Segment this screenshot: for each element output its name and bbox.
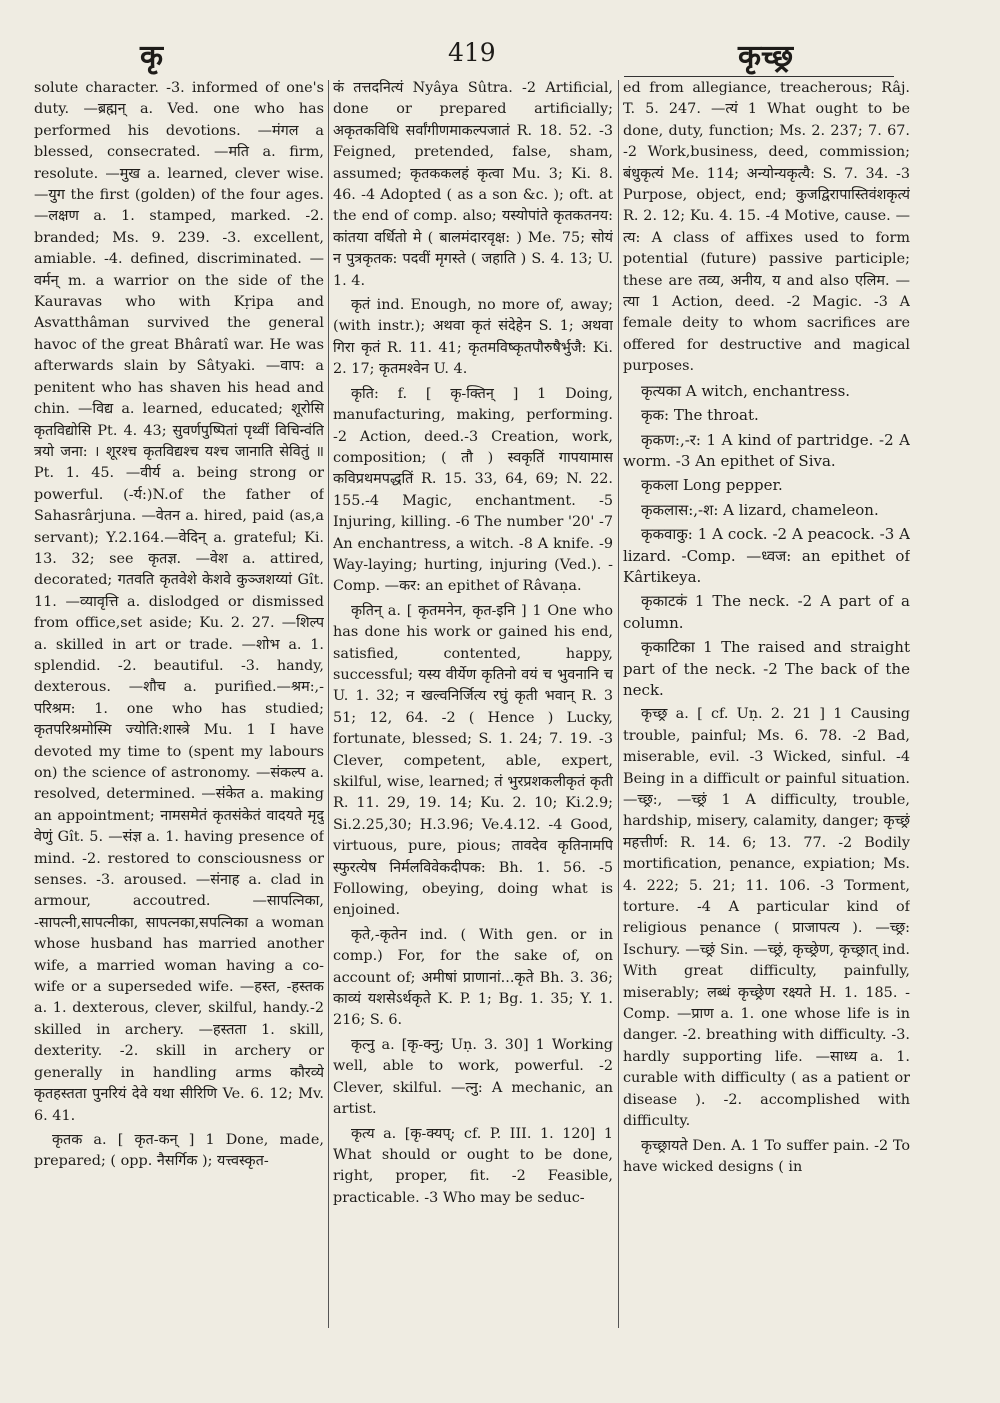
- entry: कं तत्तदनित्यं Nyâya Sûtra. -2 Artificial, done or prepared artificially; अकृतकविधि सर्वांगीणमाकल्पजातं R. 18. 52. -3 Feigned, pretended, false, sham, assumed; कृतककलहं कृत्वा Mu. 3; Ki. 8. 46. -4 Adopted ( as a son &c. ); oft. at the end of comp. also; यस्योपांते कृतकतनय: कांतया वर्धितो मे ( बालमंदारवृक्ष: ) Me. 75; सोयं न पुत्रकृतक: पदवीं मृगस्ते ( जहाति ) S. 4. 13; U. 1. 4.: [333, 80, 613, 289]
- entry: कृत्नु a. [कृ-क्नु; Uṇ. 3. 30] 1 Working well, able to work, powerful. -2 Clever, skilful. —त्नु: A mechanic, an artist.: [333, 1036, 613, 1118]
- entry: कृति: f. [ कृ-क्तिन् ] 1 Doing, manufacturing, making, performing. -2 Action, deed.-3 Creation, work, composition; ( तौ ) स्वकृतिं गापयामास कविप्रथमपद्धतिं R. 15. 33, 64, 69; N. 22. 155.-4 Magic, enchantment. -5 Injuring, killing. -6 The number '20' -7 An enchantress, a witch. -8 A knife. -9 Way-laying; hurting, injuring (Ved.). -Comp. —कर: an epithet of Râvaṇa.: [333, 385, 613, 595]
- column-3: [623, 78, 910, 1343]
- entry: कृकाटकं 1 The neck. -2 A part of a column.: [623, 592, 910, 632]
- header-right-guideword: कृच्छ्र: [738, 39, 794, 74]
- entry: कृत्य a. [कृ-क्यप्; cf. P. III. 1. 120] 1 What should or ought to be done, right, proper, fit. -2 Feasible, practicable. -3 Who may be seduc-: [333, 1125, 613, 1206]
- entry: कृच्छ्र a. [ cf. Uṇ. 2. 21 ] 1 Causing trouble, painful; Ms. 6. 78. -2 Bad, miserable, evil. -3 Wicked, sinful. -4 Being in a difficult or painful situation. —च्छ्र:, —च्छ्रं 1 A difficulty, trouble, hardship, misery, calamity, danger; कृच्छ्रं महत्तीर्ण: R. 14. 6; 13. 77. -2 Bodily mortification, penance, expiation; Ms. 4. 222; 5. 21; 11. 106. -3 Torment, torture. -4 A particular kind of religious penance ( प्राजापत्य ). —च्छ्र: Ischury. —च्छ्रं Sin. —च्छ्रं, कृच्छ्रेण, कृच्छ्रात् ind. With great difficulty, painfully, miserably; लब्धं कृच्छ्रेण रक्ष्यते H. 1. 185. -Comp. —प्राण a. 1. one whose life is in danger. -2. breathing with difficulty. -3. hardly supporting life. —साध्य a. 1. curable with difficulty ( as a patient or disease ). -2. accomplished with difficulty.: [623, 706, 910, 1130]
- entry: ed from allegiance, treacherous; Râj. T. 5. 247. —त्यं 1 What ought to be done, duty, function; Ms. 2. 237; 7. 67. -2 Work,business, deed, commission; बंधुकृत्यं Me. 114; अन्योन्यकृत्यै: S. 7. 34. -3 Purpose, object, end; कुजद्विरापास्तिवंशकृत्यं R. 2. 12; Ku. 4. 15. -4 Motive, cause. —त्य: A class of affixes used to form potential (future) passive participle; these are तव्य, अनीय, य and also एलिम. —त्या 1 Action, deed. -2 Magic. -3 A female deity to whom sacrifices are offered for destructive and magical purposes.: [623, 80, 910, 375]
- entry: solute character. -3. informed of one's duty. —ब्रह्मन् a. Ved. one who has performed his devotions. —मंगल a blessed, consecrated. —मति a. firm, resolute. —मुख a. learned, clever wise. —युग the first (golden) of the four ages. —लक्षण a. 1. stamped, marked. -2. branded; Ms. 9. 239. -3. excellent, amiable. -4. defined, discriminated. —वर्मन् m. a warrior on the side of the Kauravas who with Kṛipa and Asvatthâman survived the general havoc of the great Bhâratî war. He was afterwards slain by Sâtyaki. —वाप: a penitent who has shaven his head and chin. —विद्य a. learned, educated; शूरोसि कृतविद्योसि Pt. 4. 43; सुवर्णपुष्पितां पृथ्वीं विचिन्वंति त्रयो जना: । शूरश्च कृतविद्यश्च यश्च जानाति सेवितुं ॥ Pt. 1. 45. —वीर्य a. being strong or powerful. (-र्य:)N.of the father of Sahasrârjuna. —वेतन a. hired, paid (as,a servant); Y.2.164.—वेदिन् a. grateful; Ki. 13. 32; see कृतज्ञ. —वेश a. attired, decorated; गतवति कृतवेशे केशवे कुञ्जशय्यां Gît. 11. —व्यावृत्ति a. dislodged or dismissed from office,set aside; Ku. 2. 27. —शिल्प a. skilled in art or trade. —शोभ a. 1. splendid. -2. beautiful. -3. handy, dexterous. —शौच a. purified.—श्रम:,-परिश्रम: 1. one who has studied; कृतपरिश्रमोस्मि ज्योति:शास्त्रे Mu. 1 I have devoted my time to (spent my labours on) the science of astronomy. —संकल्प a. resolved, determined. —संकेत a. making an appointment; नामसमेतं कृतसंकेतं वादयते मृदु वेणुं Gît. 5. —संज्ञ a. 1. having presence of mind. -2. restored to consciousness or senses. -3. aroused. —संनाह a. clad in armour, accoutred. —सापत्निका, -सापत्नी,सापत्नीका, सापत्नका,सपत्निका a woman whose husband has married another wife, a married woman having a co-wife or a superseded wife. —हस्त, -हस्तक a. 1. dexterous, clever, skilful, handy.-2 skilled in archery. —हस्तता 1. skill, dexterity. -2. skill in archery or generally in handling arms कौरव्ये कृतहस्तता पुनरियं देवे यथा सीरिणि Ve. 6. 12; Mv. 6. 41.: [34, 80, 324, 1124]
- entry: कृकाटिका 1 The raised and straight part of the neck. -2 The back of the neck.: [623, 638, 910, 699]
- column-divider: [328, 80, 329, 1328]
- entry: कृतिन् a. [ कृतमनेन, कृत-इनि ] 1 One who has done his work or gained his end, satisfied, contented, happy, successful; यस्य वीर्येण कृतिनो वयं च भुवनानि च U. 1. 32; न खल्वनिर्जित्य रघुं कृती भवान् R. 3 51; 12, 64. -2 ( Hence ) Lucky, fortunate, blessed; S. 1. 24; 7. 19. -3 Clever, competent, able, expert, skilful, wise, learned; तं भुरप्रशकलीकृतं कृती R. 11. 29, 19. 14; Ku. 2. 10; Ki.2.9; Si.2.25,30; H.3.96; Ve.4.12. -4 Good, virtuous, pure, pious; तावदेव कृतिनामपि स्फुरत्येष निर्मलविवेकदीपक: Bh. 1. 56. -5 Following, obeying, doing what is enjoined.: [333, 602, 613, 919]
- entry: कृकला Long pepper.: [641, 476, 783, 495]
- entry: कृक: The throat.: [641, 406, 759, 425]
- entry: कृकलास:,-श: A lizard, chameleon.: [641, 500, 879, 519]
- page-number: 419: [448, 38, 496, 67]
- entry: कृकण:,-र: 1 A kind of partridge. -2 A worm. -3 An epithet of Siva.: [623, 430, 910, 470]
- entry: कृतं ind. Enough, no more of, away; (with instr.); अथवा कृतं संदेहेन S. 1; अथवा गिरा कृतं R. 11. 41; कृतमविष्कृतपौरुषैर्भुजै: Ki. 2. 17; कृतमश्वेन U. 4.: [333, 297, 613, 378]
- column-divider: [618, 80, 619, 1328]
- entry: कृकवाकु: 1 A cock. -2 A peacock. -3 A lizard. -Comp. —ध्वज: an epithet of Kârtikeya.: [623, 525, 910, 586]
- entry: कृत्यका A witch, enchantress.: [641, 381, 851, 400]
- entry: कृच्छ्रायते Den. A. 1 To suffer pain. -2 To have wicked designs ( in: [623, 1137, 910, 1175]
- header-rule: [624, 76, 894, 77]
- entry: कृते,-कृतेन ind. ( With gen. or in comp.) For, for the sake of, on account of; अमीषां प्राणानां...कृते Bh. 3. 36; काव्यं यशसेऽर्थकृते K. P. 1; Bg. 1. 35; Y. 1. 216; S. 6.: [333, 926, 613, 1029]
- header-left-guideword: कृ: [140, 39, 164, 74]
- column-2: [333, 78, 613, 1343]
- entry: कृतक a. [ कृत-कन् ] 1 Done, made, prepared; ( opp. नैसर्गिक ); यत्त्वस्कृत-: [34, 1131, 324, 1170]
- column-1: [34, 78, 324, 1343]
